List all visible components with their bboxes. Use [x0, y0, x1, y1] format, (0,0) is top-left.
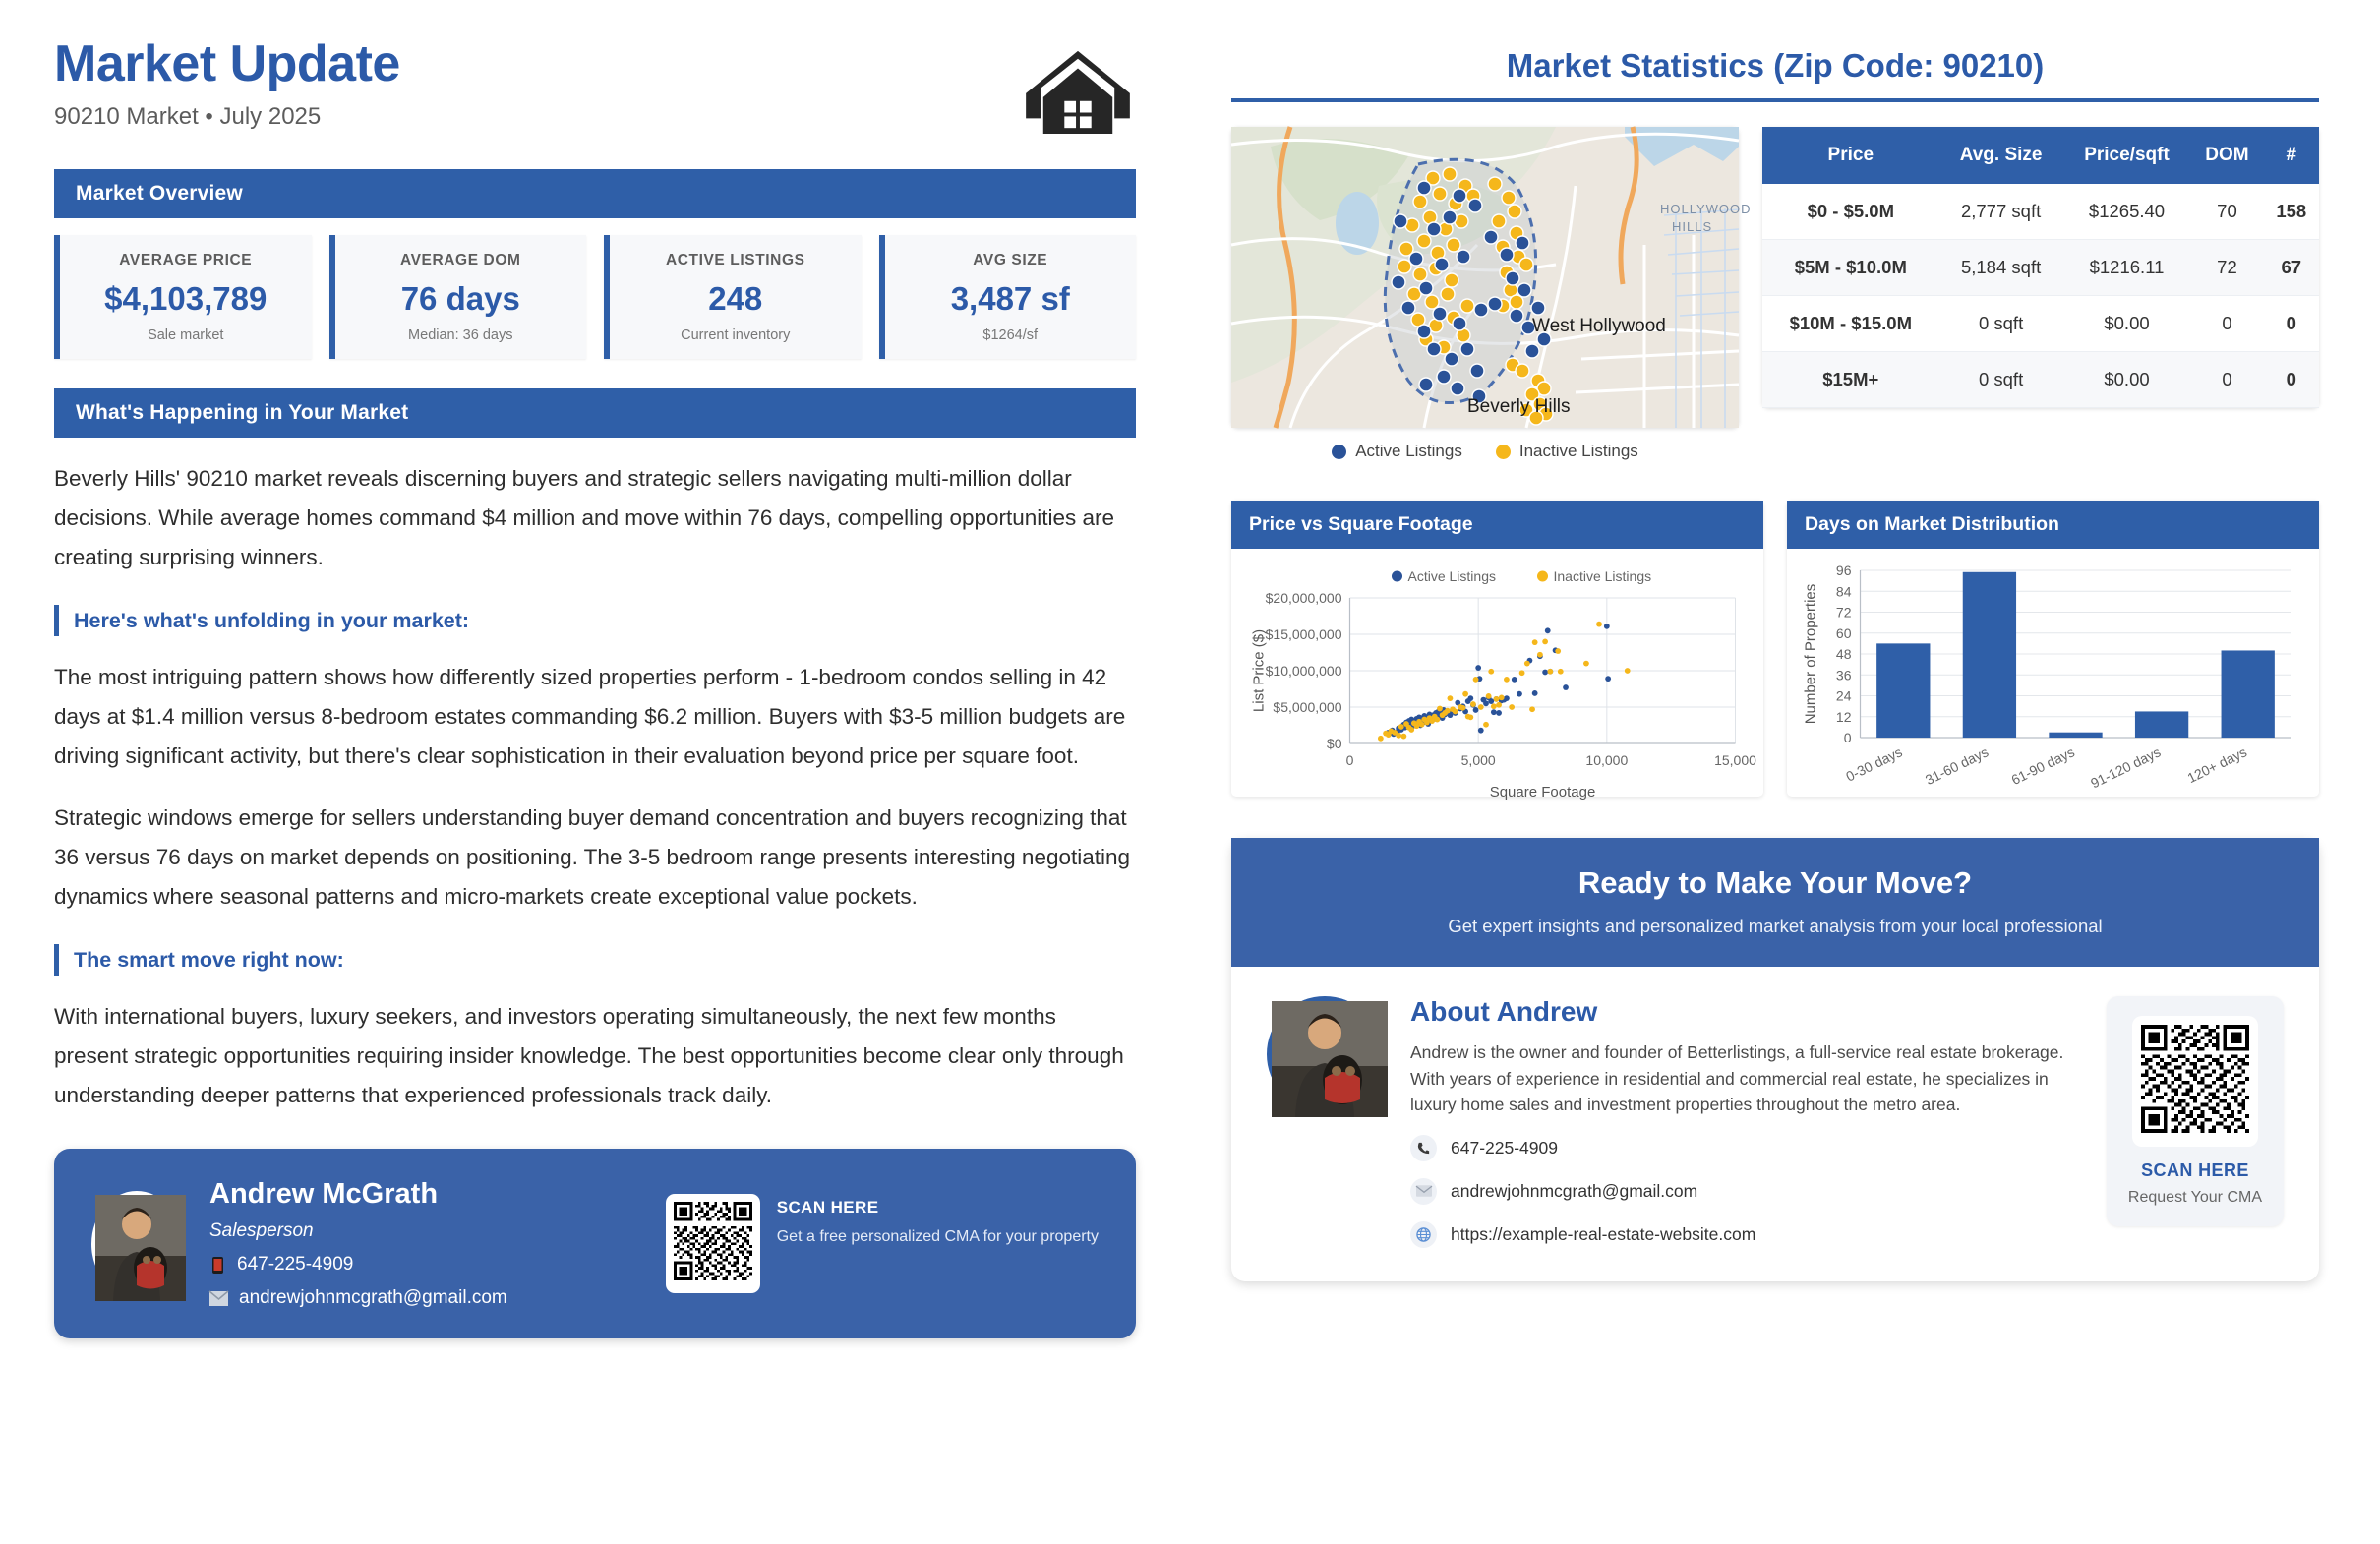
agent-phone-line: [209, 1254, 666, 1276]
qr-code[interactable]: [2132, 1016, 2258, 1147]
stat-label: AVERAGE PRICE: [119, 252, 253, 268]
cell-psf: $0.00: [2063, 352, 2191, 408]
svg-text:36: 36: [1835, 667, 1852, 683]
qr-code[interactable]: [666, 1194, 760, 1293]
globe-icon: [1410, 1221, 1437, 1248]
about-column: [1410, 996, 2081, 1248]
stat-sub: Current inventory: [681, 327, 791, 343]
cell-count: 67: [2264, 240, 2319, 296]
cta-section: [1231, 838, 2319, 1281]
contact-email-line: [1410, 1178, 2081, 1205]
listings-map[interactable]: [1231, 127, 1752, 428]
narrative-header: What's Happening in Your Market: [54, 388, 1136, 438]
cell-price: $10M - $15.0M: [1762, 296, 1939, 352]
phone-icon: [209, 1256, 226, 1275]
table-row: [1762, 240, 2319, 296]
stat-label: ACTIVE LISTINGS: [665, 252, 805, 268]
cell-size: 0 sqft: [1939, 296, 2063, 352]
stat-value: $4,103,789: [104, 280, 268, 317]
contact-email: andrewjohnmcgrath@gmail.com: [1451, 1180, 1698, 1201]
contact-phone: 647-225-4909: [1451, 1137, 1558, 1158]
svg-text:72: 72: [1835, 604, 1852, 621]
contact-phone-line: [1410, 1135, 2081, 1161]
stats-row: [54, 235, 1136, 359]
narrative-callout-1: Here's what's unfolding in your market:: [54, 605, 1136, 636]
scatter-chart-title: Price vs Square Footage: [1231, 501, 1763, 549]
cell-count: 158: [2264, 184, 2319, 240]
stat-value: 3,487 sf: [950, 280, 1070, 317]
agent-email: andrewjohnmcgrath@gmail.com: [239, 1287, 507, 1309]
bar-chart: [1791, 555, 2315, 802]
agent-info: [209, 1178, 666, 1309]
legend-item-active: [1332, 442, 1462, 461]
cma-subtext: Request Your CMA: [2127, 1189, 2262, 1206]
cell-size: 2,777 sqft: [1939, 184, 2063, 240]
agent-qr-text: [777, 1194, 1099, 1249]
avatar: [1267, 996, 1383, 1112]
cma-qr-box: [2107, 996, 2284, 1226]
svg-text:List Price ($): List Price ($): [1250, 628, 1268, 713]
svg-text:Number of Properties: Number of Properties: [1802, 583, 1819, 725]
legend-item-inactive: [1496, 442, 1638, 461]
cta-banner: [1231, 838, 2319, 967]
cell-count: 0: [2264, 296, 2319, 352]
contact-website-line: [1410, 1221, 2081, 1248]
stat-sub: Median: 36 days: [408, 327, 513, 343]
column-header-dom: DOM: [2190, 127, 2263, 184]
column-header-avg-size: Avg. Size: [1939, 127, 2063, 184]
svg-text:HILLS: HILLS: [1672, 219, 1713, 234]
stat-sub: Sale market: [148, 327, 224, 343]
svg-text:HOLLYWOOD: HOLLYWOOD: [1660, 202, 1752, 216]
title-divider: [1231, 98, 2319, 102]
page-subtitle: 90210 Market • July 2025: [54, 102, 322, 130]
stat-label: AVG SIZE: [973, 252, 1048, 268]
market-statistics-table: [1762, 127, 2319, 408]
bar-chart-title: Days on Market Distribution: [1787, 501, 2319, 549]
table-row: [1762, 184, 2319, 240]
cta-body: [1231, 967, 2319, 1281]
cell-size: 5,184 sqft: [1939, 240, 2063, 296]
scatter-chart-card: [1231, 501, 1763, 801]
svg-text:Active Listings: Active Listings: [1407, 568, 1496, 584]
svg-text:84: 84: [1835, 583, 1852, 600]
cell-size: 0 sqft: [1939, 352, 2063, 408]
cell-price: $15M+: [1762, 352, 1939, 408]
svg-text:91-120 days: 91-120 days: [2088, 743, 2164, 792]
avatar: [91, 1191, 182, 1297]
market-overview-header: Market Overview: [54, 169, 1136, 218]
map-legend: [1231, 442, 1739, 461]
market-statistics-title: Market Statistics (Zip Code: 90210): [1506, 47, 2045, 84]
table-row: [1762, 296, 2319, 352]
cell-dom: 72: [2190, 240, 2263, 296]
cell-price: $5M - $10.0M: [1762, 240, 1939, 296]
cell-dom: 0: [2190, 296, 2263, 352]
cell-dom: 70: [2190, 184, 2263, 240]
svg-text:0: 0: [1345, 752, 1354, 768]
svg-text:$0: $0: [1326, 736, 1342, 751]
stat-sub: $1264/sf: [982, 327, 1039, 343]
house-icon: [1020, 45, 1136, 136]
svg-text:10,000: 10,000: [1585, 752, 1629, 768]
cma-heading: SCAN HERE: [2141, 1160, 2249, 1180]
svg-text:Inactive Listings: Inactive Listings: [1553, 568, 1652, 584]
svg-text:60: 60: [1835, 624, 1852, 641]
map-panel: [1231, 127, 1752, 461]
column-header-price: Price: [1762, 127, 1939, 184]
stat-card-average-dom: [329, 235, 587, 359]
legend-label: Inactive Listings: [1518, 442, 1638, 460]
svg-text:Beverly Hills: Beverly Hills: [1467, 396, 1571, 417]
svg-text:Square Footage: Square Footage: [1489, 784, 1596, 801]
svg-text:120+ days: 120+ days: [2184, 743, 2250, 787]
stat-label: AVERAGE DOM: [399, 252, 521, 268]
table-row: [1762, 352, 2319, 408]
table-header-row: [1762, 127, 2319, 184]
envelope-icon: [209, 1291, 228, 1306]
agent-email-line: [209, 1287, 666, 1309]
cell-psf: $0.00: [2063, 296, 2191, 352]
phone-icon: [1410, 1135, 1437, 1161]
narrative-callout-2: The smart move right now:: [54, 944, 1136, 976]
stat-card-average-price: [54, 235, 312, 359]
stat-value: 76 days: [400, 280, 520, 317]
map-and-table-row: [1231, 127, 2319, 461]
svg-text:61-90 days: 61-90 days: [2008, 743, 2077, 789]
agent-role: Salesperson: [209, 1220, 314, 1242]
cell-dom: 0: [2190, 352, 2263, 408]
stat-card-active-listings: [604, 235, 862, 359]
column-header-count: #: [2264, 127, 2319, 184]
svg-text:West Hollywood: West Hollywood: [1532, 316, 1666, 336]
column-header-price-sqft: Price/sqft: [2063, 127, 2191, 184]
scatter-chart-body: [1231, 549, 1763, 801]
svg-text:31-60 days: 31-60 days: [1922, 743, 1992, 789]
qr-subtext: Get a free personalized CMA for your property: [776, 1228, 1099, 1246]
agent-contact-card: [54, 1149, 1136, 1338]
cell-price: $0 - $5.0M: [1762, 184, 1939, 240]
narrative-paragraph-4: With international buyers, luxury seekers, and investors operating simultaneously, the next few months present strategic opportunities requiring insider knowledge. The best opportunities become clear only through understanding deeper patterns that experienced professionals track daily.: [54, 1003, 1124, 1108]
agent-qr-block: [666, 1194, 1099, 1293]
about-heading: About Andrew: [1410, 996, 1598, 1027]
cell-count: 0: [2264, 352, 2319, 408]
right-column: [1190, 0, 2380, 1544]
about-text: Andrew is the owner and founder of Betterlistings, a full-service real estate brokerage. With years of experience in residential and commercial real estate, he specializes in luxury home sales and investment properties throughout the metro area.: [1410, 1042, 2064, 1115]
narrative-paragraph-2: The most intriguing pattern shows how differently sized properties perform - 1-bedroom condos selling in 42 days at $1.4 million versus 8-bedroom estates commanding $6.2 million. Buyers with $3-5 million budgets are driving significant activity, but there's clear sophistication in their evaluation beyond price per square foot.: [54, 665, 1126, 769]
svg-text:$15,000,000: $15,000,000: [1265, 626, 1342, 642]
legend-label: Active Listings: [1355, 442, 1462, 460]
narrative-paragraph-1: Beverly Hills' 90210 market reveals discerning buyers and strategic sellers navigating multi-million dollar decisions. While average homes command $4 million and move within 76 days, compelling opportunities are creating surprising winners.: [54, 466, 1115, 570]
svg-text:24: 24: [1835, 687, 1852, 704]
svg-text:0-30 days: 0-30 days: [1843, 743, 1905, 785]
svg-text:5,000: 5,000: [1460, 752, 1496, 768]
svg-text:96: 96: [1835, 563, 1852, 578]
scatter-plot: [1235, 555, 1759, 802]
agent-name: Andrew McGrath: [209, 1178, 439, 1211]
stat-value: 248: [708, 280, 763, 317]
bar-chart-card: [1787, 501, 2319, 797]
svg-text:12: 12: [1835, 708, 1852, 725]
svg-text:$20,000,000: $20,000,000: [1265, 590, 1342, 606]
document-header: [54, 37, 1136, 136]
cell-psf: $1265.40: [2063, 184, 2191, 240]
cta-heading: Ready to Make Your Move?: [1577, 865, 1973, 900]
svg-text:15,000: 15,000: [1714, 752, 1756, 768]
market-statistics-table-panel: [1762, 127, 2319, 461]
cell-psf: $1216.11: [2063, 240, 2191, 296]
page-title: Market Update: [54, 35, 400, 92]
svg-text:$10,000,000: $10,000,000: [1265, 663, 1342, 679]
narrative-paragraph-3: Strategic windows emerge for sellers understanding buyer demand concentration and buyers recognizing that 36 versus 76 days on market depends on positioning. The 3-5 bedroom range presents interesting negotiating dynamics where seasonal patterns and micro-markets create exceptional value pockets.: [54, 804, 1131, 909]
cta-subheading: Get expert insights and personalized market analysis from your local professional: [1448, 916, 2103, 936]
qr-heading: SCAN HERE: [776, 1198, 879, 1217]
svg-text:48: 48: [1835, 646, 1852, 662]
agent-phone: 647-225-4909: [237, 1254, 354, 1276]
svg-text:0: 0: [1843, 730, 1852, 745]
envelope-icon: [1410, 1178, 1437, 1205]
svg-text:$5,000,000: $5,000,000: [1273, 699, 1342, 715]
legend-dot-active: [1332, 445, 1346, 459]
bar-chart-body: [1787, 549, 2319, 797]
contact-website: https://example-real-estate-website.com: [1451, 1223, 1756, 1244]
charts-row: [1231, 501, 2319, 801]
legend-dot-inactive: [1496, 445, 1511, 459]
stat-card-avg-size: [879, 235, 1137, 359]
